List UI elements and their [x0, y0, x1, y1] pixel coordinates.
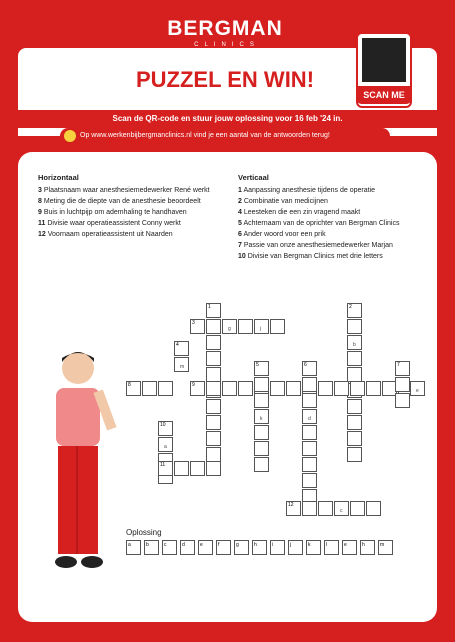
- cell-letter: g: [228, 326, 231, 332]
- crossword-cell[interactable]: [302, 441, 317, 456]
- crossword-cell[interactable]: [206, 351, 221, 366]
- scan-me-label: SCAN ME: [356, 86, 412, 104]
- cell-letter: m: [180, 364, 185, 370]
- solution-box[interactable]: k: [306, 540, 321, 555]
- crossword-cell[interactable]: [158, 381, 173, 396]
- crossword-cell[interactable]: [347, 319, 362, 334]
- crossword-cell[interactable]: [302, 393, 317, 408]
- crossword-cell[interactable]: [254, 319, 269, 334]
- solution-box[interactable]: e: [198, 540, 213, 555]
- crossword-cell[interactable]: [302, 409, 317, 424]
- crossword-cell[interactable]: [206, 367, 221, 382]
- cell-letter: a: [164, 444, 167, 450]
- solution-box[interactable]: d: [180, 540, 195, 555]
- solution-box[interactable]: a: [126, 540, 141, 555]
- clue: 3 Plaatsnaam waar anesthesiemedewerker René werkt: [38, 187, 210, 194]
- cell-number: 12: [288, 502, 294, 508]
- clue: 1 Aanpassing anesthesie tijdens de operatie: [238, 187, 376, 194]
- hint-text: Op www.werkenbijbergmanclinics.nl vind je een aantal van de antwoorden terug!: [80, 132, 330, 139]
- crossword-cell[interactable]: [190, 319, 205, 334]
- crossword-cell[interactable]: [254, 425, 269, 440]
- cell-letter: j: [260, 326, 262, 332]
- crossword-cell[interactable]: [206, 415, 221, 430]
- cell-number: 3: [192, 320, 195, 326]
- crossword-cell[interactable]: [238, 381, 253, 396]
- crossword-cell[interactable]: [347, 303, 362, 318]
- bergman-logo: [165, 18, 285, 50]
- crossword-cell[interactable]: [302, 473, 317, 488]
- cell-letter: d: [308, 416, 311, 422]
- cell-number: 5: [256, 362, 259, 368]
- solution-box[interactable]: b: [144, 540, 159, 555]
- solution-box[interactable]: c: [162, 540, 177, 555]
- crossword-cell[interactable]: [222, 381, 237, 396]
- cell-number: 9: [192, 382, 195, 388]
- crossword-cell[interactable]: [254, 361, 269, 376]
- cell-number: 4: [176, 342, 179, 348]
- solution-label: Oplossing: [126, 528, 162, 537]
- crossword-cell[interactable]: [126, 381, 141, 396]
- crossword-cell[interactable]: [206, 381, 221, 396]
- lightbulb-icon: [64, 130, 76, 142]
- cell-number: 7: [397, 362, 400, 368]
- crossword-cell[interactable]: [318, 381, 333, 396]
- clue: 9 Buis in luchtpijp om ademhaling te handhaven: [38, 209, 187, 216]
- crossword-cell[interactable]: [206, 319, 221, 334]
- brand-name: BERGMAN: [167, 17, 283, 40]
- crossword-cell[interactable]: [395, 377, 410, 392]
- crossword-cell[interactable]: [270, 381, 285, 396]
- crossword-cell[interactable]: [347, 335, 362, 350]
- clue: 11 Divisie waar operatieassistent Conny werkt: [38, 220, 181, 227]
- crossword-cell[interactable]: [142, 381, 157, 396]
- crossword-cell[interactable]: [174, 357, 189, 372]
- clue: 2 Combinatie van medicijnen: [238, 198, 328, 205]
- crossword-cell[interactable]: [347, 399, 362, 414]
- clue: 4 Leesteken die een zin vragend maakt: [238, 209, 361, 216]
- crossword-cell[interactable]: [190, 461, 205, 476]
- crossword-cell[interactable]: [158, 437, 173, 452]
- crossword-cell[interactable]: [254, 457, 269, 472]
- clue: 10 Divisie van Bergman Clinics met drie letters: [238, 253, 383, 260]
- crossword-cell[interactable]: [238, 319, 253, 334]
- crossword-cell[interactable]: [347, 431, 362, 446]
- crossword-cell[interactable]: [174, 461, 189, 476]
- crossword-cell[interactable]: [334, 381, 349, 396]
- cell-letter: c: [340, 508, 343, 514]
- cell-number: 6: [304, 362, 307, 368]
- page-title: PUZZEL EN WIN!: [135, 67, 315, 92]
- crossword-cell[interactable]: [395, 361, 410, 376]
- crossword-cell[interactable]: [158, 421, 173, 436]
- crossword-cell[interactable]: [347, 367, 362, 382]
- solution-box[interactable]: h: [360, 540, 375, 555]
- crossword-cell[interactable]: [174, 341, 189, 356]
- cell-letter: e: [416, 388, 419, 394]
- solution-box[interactable]: g: [234, 540, 249, 555]
- crossword-cell[interactable]: [302, 377, 317, 392]
- clue: 5 Achternaam van de oprichter van Bergman Clinics: [238, 220, 400, 227]
- solution-box[interactable]: l: [324, 540, 339, 555]
- crossword-cell[interactable]: [254, 377, 269, 392]
- crossword-cell[interactable]: [254, 441, 269, 456]
- crossword-cell[interactable]: [206, 303, 221, 318]
- instruction-banner: Scan de QR-code en stuur jouw oplossing voor 16 feb '24 in.: [18, 110, 437, 128]
- cell-number: 11: [160, 462, 166, 468]
- crossword-cell[interactable]: [350, 501, 365, 516]
- cell-number: 2: [349, 304, 352, 310]
- clue: 7 Passie van onze anesthesiemedewerker Marjan: [238, 242, 393, 249]
- crossword-cell[interactable]: [334, 501, 349, 516]
- horizontal-title: Horizontaal: [38, 173, 79, 182]
- cell-letter: b: [353, 342, 356, 348]
- cell-number: 1: [208, 304, 211, 310]
- crossword-cell[interactable]: [302, 457, 317, 472]
- crossword-cell[interactable]: [206, 399, 221, 414]
- qr-code-icon: [362, 38, 406, 82]
- crossword-cell[interactable]: [410, 381, 425, 396]
- solution-box[interactable]: j: [288, 540, 303, 555]
- cell-number: 10: [160, 422, 166, 428]
- crossword-cell[interactable]: [286, 381, 301, 396]
- horizontal-clues: [38, 172, 228, 240]
- crossword-cell[interactable]: [302, 361, 317, 376]
- crossword-cell[interactable]: [350, 381, 365, 396]
- crossword-cell[interactable]: [206, 461, 221, 476]
- crossword-cell[interactable]: [286, 501, 301, 516]
- vertical-title: Verticaal: [238, 173, 269, 182]
- crossword-cell[interactable]: [347, 447, 362, 462]
- crossword-cell[interactable]: [206, 335, 221, 350]
- solution-box[interactable]: f: [216, 540, 231, 555]
- crossword-cell[interactable]: [366, 501, 381, 516]
- clue: 6 Ander woord voor een prik: [238, 231, 326, 238]
- clue: 12 Voornaam operatieassistent uit Naarden: [38, 231, 173, 238]
- vertical-clues: [238, 172, 428, 262]
- solution-box[interactable]: m: [378, 540, 393, 555]
- crossword-cell[interactable]: [302, 425, 317, 440]
- cell-number: 8: [128, 382, 131, 388]
- solution-box[interactable]: h: [252, 540, 267, 555]
- crossword-cell[interactable]: [318, 501, 333, 516]
- crossword-cell[interactable]: [270, 319, 285, 334]
- crossword-cell[interactable]: [254, 393, 269, 408]
- crossword-cell[interactable]: [222, 319, 237, 334]
- crossword-cell[interactable]: [206, 431, 221, 446]
- brand-sub: CLINICS: [194, 42, 260, 48]
- solution-box[interactable]: e: [342, 540, 357, 555]
- solution-box[interactable]: i: [270, 540, 285, 555]
- crossword-cell[interactable]: [254, 409, 269, 424]
- crossword-cell[interactable]: [366, 381, 381, 396]
- crossword-cell[interactable]: [347, 351, 362, 366]
- crossword-cell[interactable]: [302, 501, 317, 516]
- crossword-cell[interactable]: [395, 393, 410, 408]
- crossword-cell[interactable]: [190, 381, 205, 396]
- crossword-cell[interactable]: [158, 461, 173, 476]
- hint-banner: [60, 128, 390, 144]
- crossword-cell[interactable]: [206, 447, 221, 462]
- clue: 8 Meting die de diepte van de anesthesie beoordeelt: [38, 198, 201, 205]
- cell-letter: k: [260, 416, 263, 422]
- person-illustration: [28, 348, 128, 580]
- crossword-cell[interactable]: [347, 415, 362, 430]
